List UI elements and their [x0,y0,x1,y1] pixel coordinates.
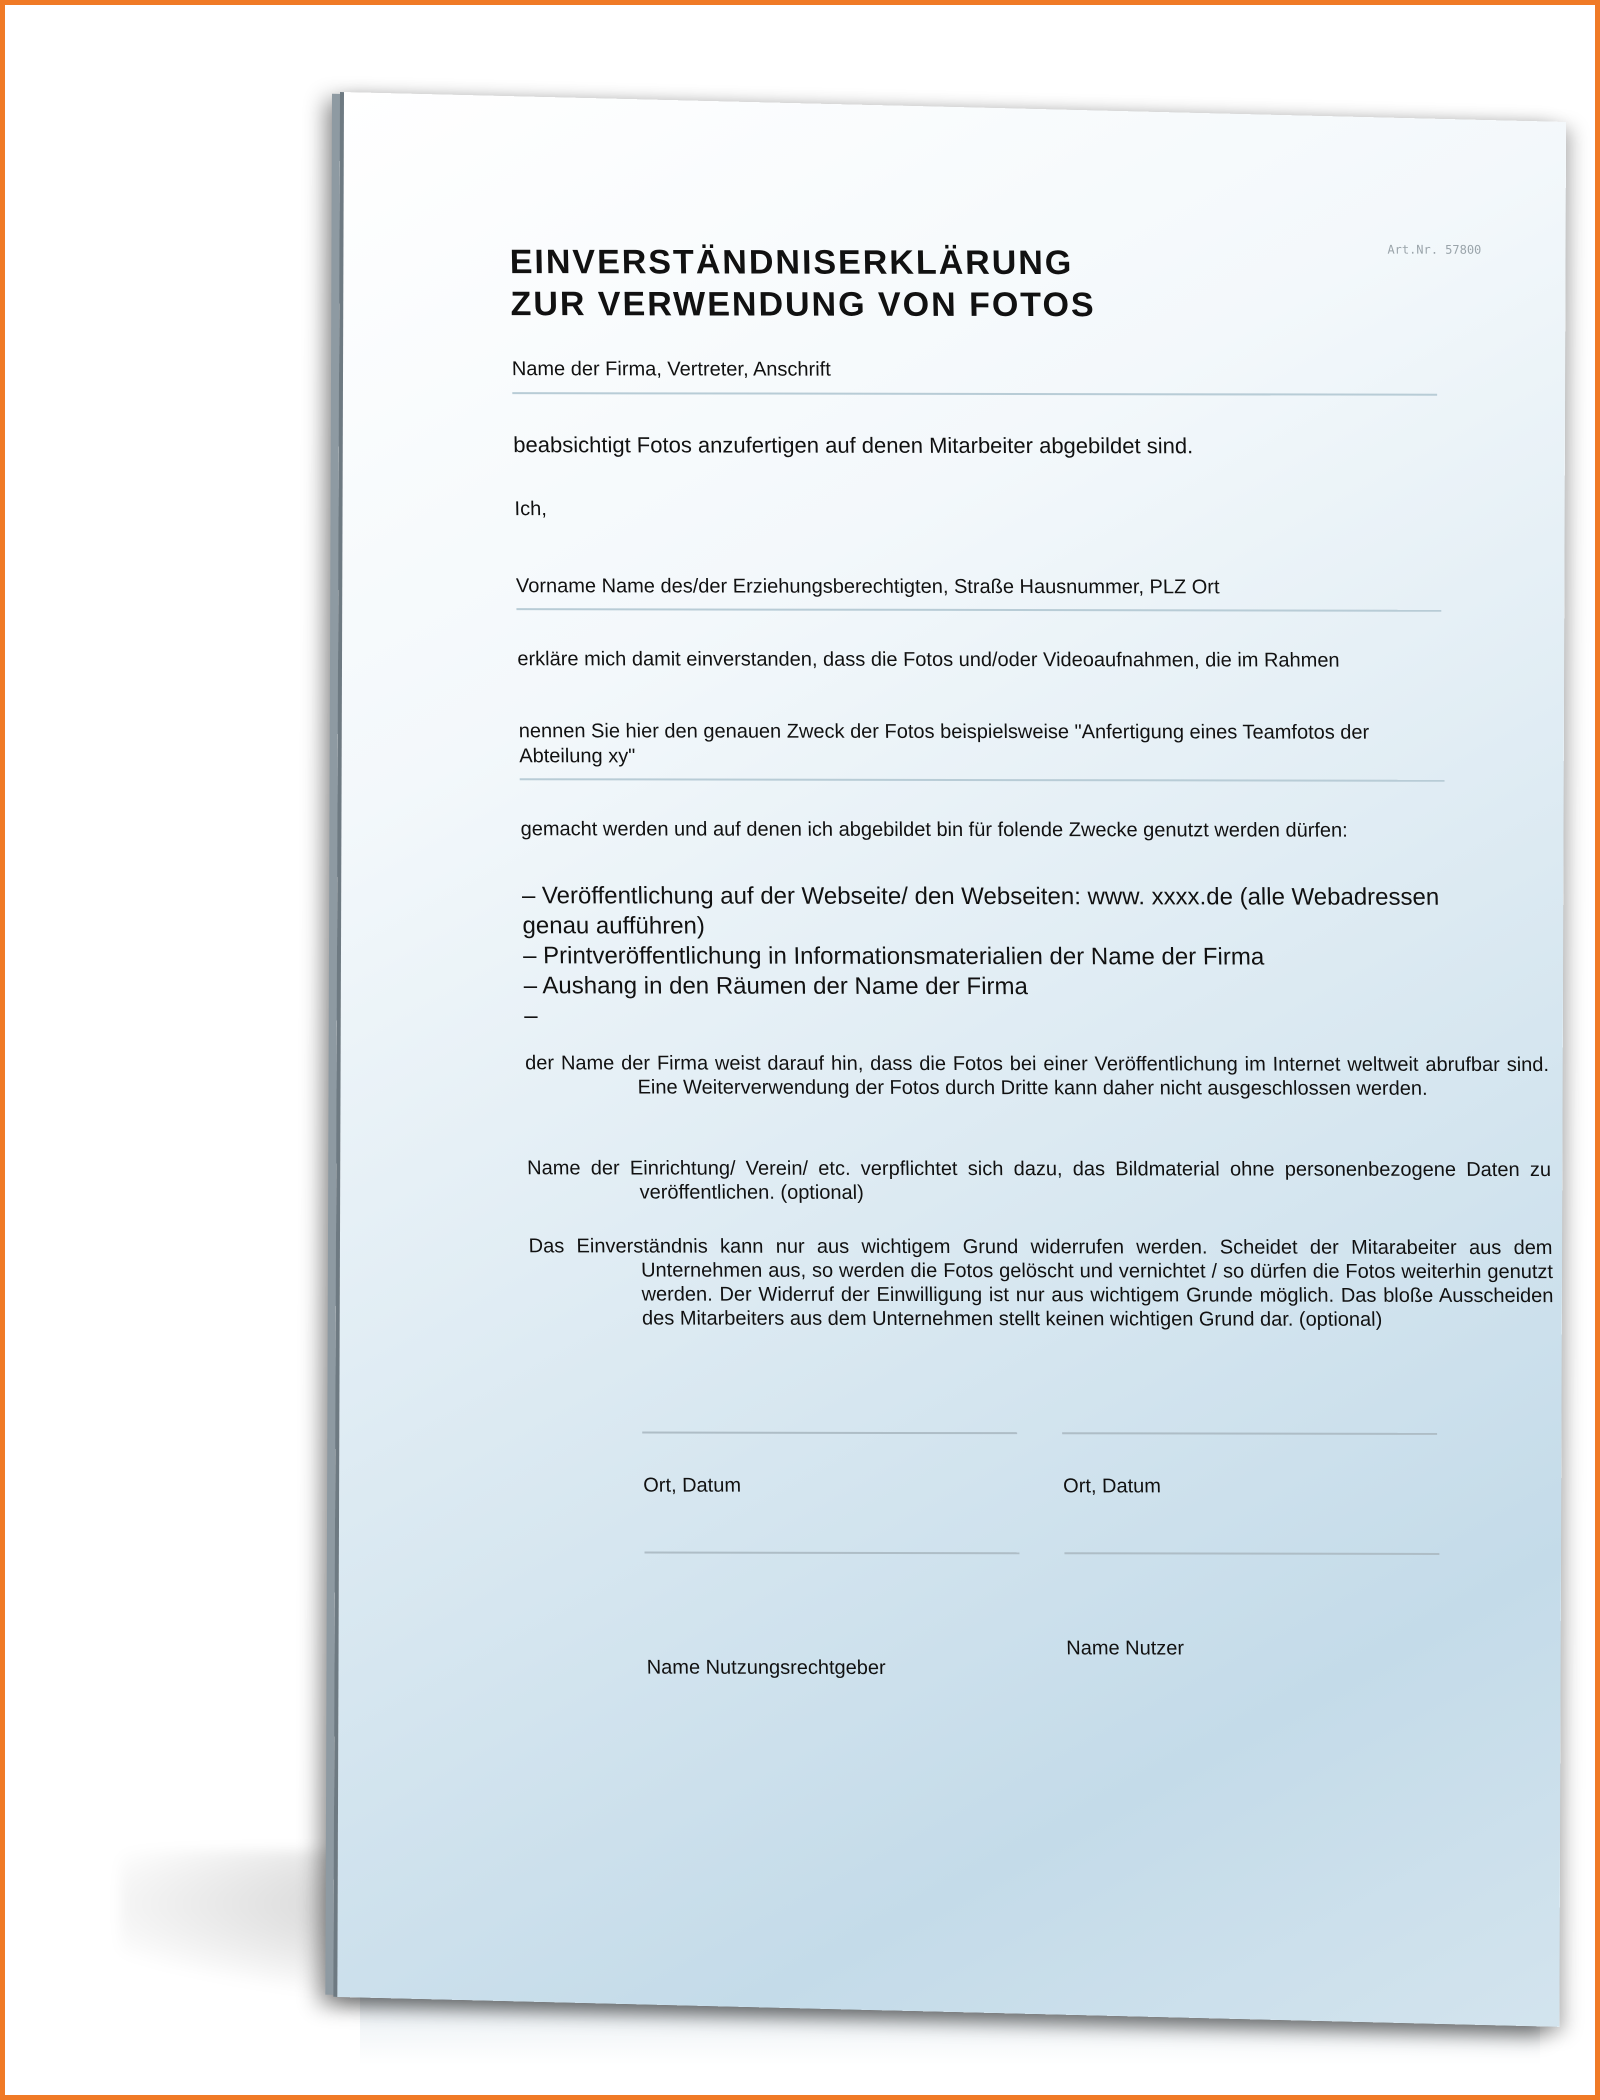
bullet-item: – [523,1002,538,1030]
intent-text: beabsichtigt Fotos anzufertigen auf denen Mitarbeiter abgebildet sind. [513,432,1194,459]
person-line [516,608,1441,612]
signature-line-left-name[interactable] [645,1552,1020,1555]
article-number: Art.Nr. 57800 [1387,242,1482,257]
right-date-label: Ort, Datum [1062,1475,1162,1498]
usage-intro: gemacht werden und auf denen ich abgebildet bin für folende Zwecke genutzt werden dürfen: [520,818,1348,842]
purpose-line-1: nennen Sie hier den genauen Zweck der Fotos beispielsweise "Anfertigung eines Teamfotos der [518,720,1370,744]
ich-text: Ich, [514,498,547,521]
left-date-label: Ort, Datum [643,1474,742,1497]
firm-line [512,392,1437,396]
firm-label: Name der Firma, Vertreter, Anschrift [511,358,831,381]
title-line-2: ZUR VERWENDUNG VON FOTOS [510,285,1096,325]
bullet-item: – Veröffentlichung auf der Webseite/ den Webseiten: www. xxxx.de (alle Webadressen genau aufführen) [521,882,1440,940]
title-line-1: EINVERSTÄNDNISERKLÄRUNG [509,243,1074,283]
signature-line-right-date[interactable] [1062,1432,1437,1435]
bullet-item: – Printveröffentlichung in Informationsmaterialien der Name der Firma [522,942,1265,971]
paragraph-revoke: Das Einverständnis kann nur aus wichtigem Grund widerrufen werden. Scheidet der Mitarabeiter aus dem Unternehmen aus, so werden die Fotos gelöscht und vernichtet / so dürfen die Fotos weiterhin genutzt werden. Der Widerruf der Einwilligung ist nur aus wichtigem Grunde möglich. Das bloße Ausscheiden des Mitarbeiters aus dem Unternehmen stellt keinen wichtigen Grund dar. (optional) [528,1235,1554,1331]
bullet-item: – Aushang in den Räumen der Name der Firma [523,972,1029,1001]
document-title [509,241,1096,326]
paragraph-internet: der Name der Firma weist darauf hin, dass die Fotos bei einer Veröffentlichung im Internet weltweit abrufbar sind. Eine Weiterverwendung der Fotos durch Dritte kann daher nicht ausgeschlossen werden. [524,1052,1550,1100]
consent-intro: erkläre mich damit einverstanden, dass die Fotos und/oder Videoaufnahmen, die im Rahmen [517,648,1340,672]
document-page [333,92,1566,2027]
left-name-label: Name Nutzungsrechtgeber [646,1656,886,1680]
person-label: Vorname Name des/der Erziehungsberechtigten, Straße Hausnummer, PLZ Ort [515,575,1220,599]
paragraph-data: Name der Einrichtung/ Verein/ etc. verpflichtet sich dazu, das Bildmaterial ohne personenbezogene Daten zu veröffentlichen. (optional) [526,1157,1552,1204]
signature-line-left-date[interactable] [642,1432,1017,1435]
right-name-label: Name Nutzer [1066,1637,1185,1660]
purpose-line-2: Abteilung xy" [519,745,636,768]
purpose-line [520,778,1445,782]
document-content [327,106,1585,2014]
signature-line-right-name[interactable] [1064,1552,1439,1555]
